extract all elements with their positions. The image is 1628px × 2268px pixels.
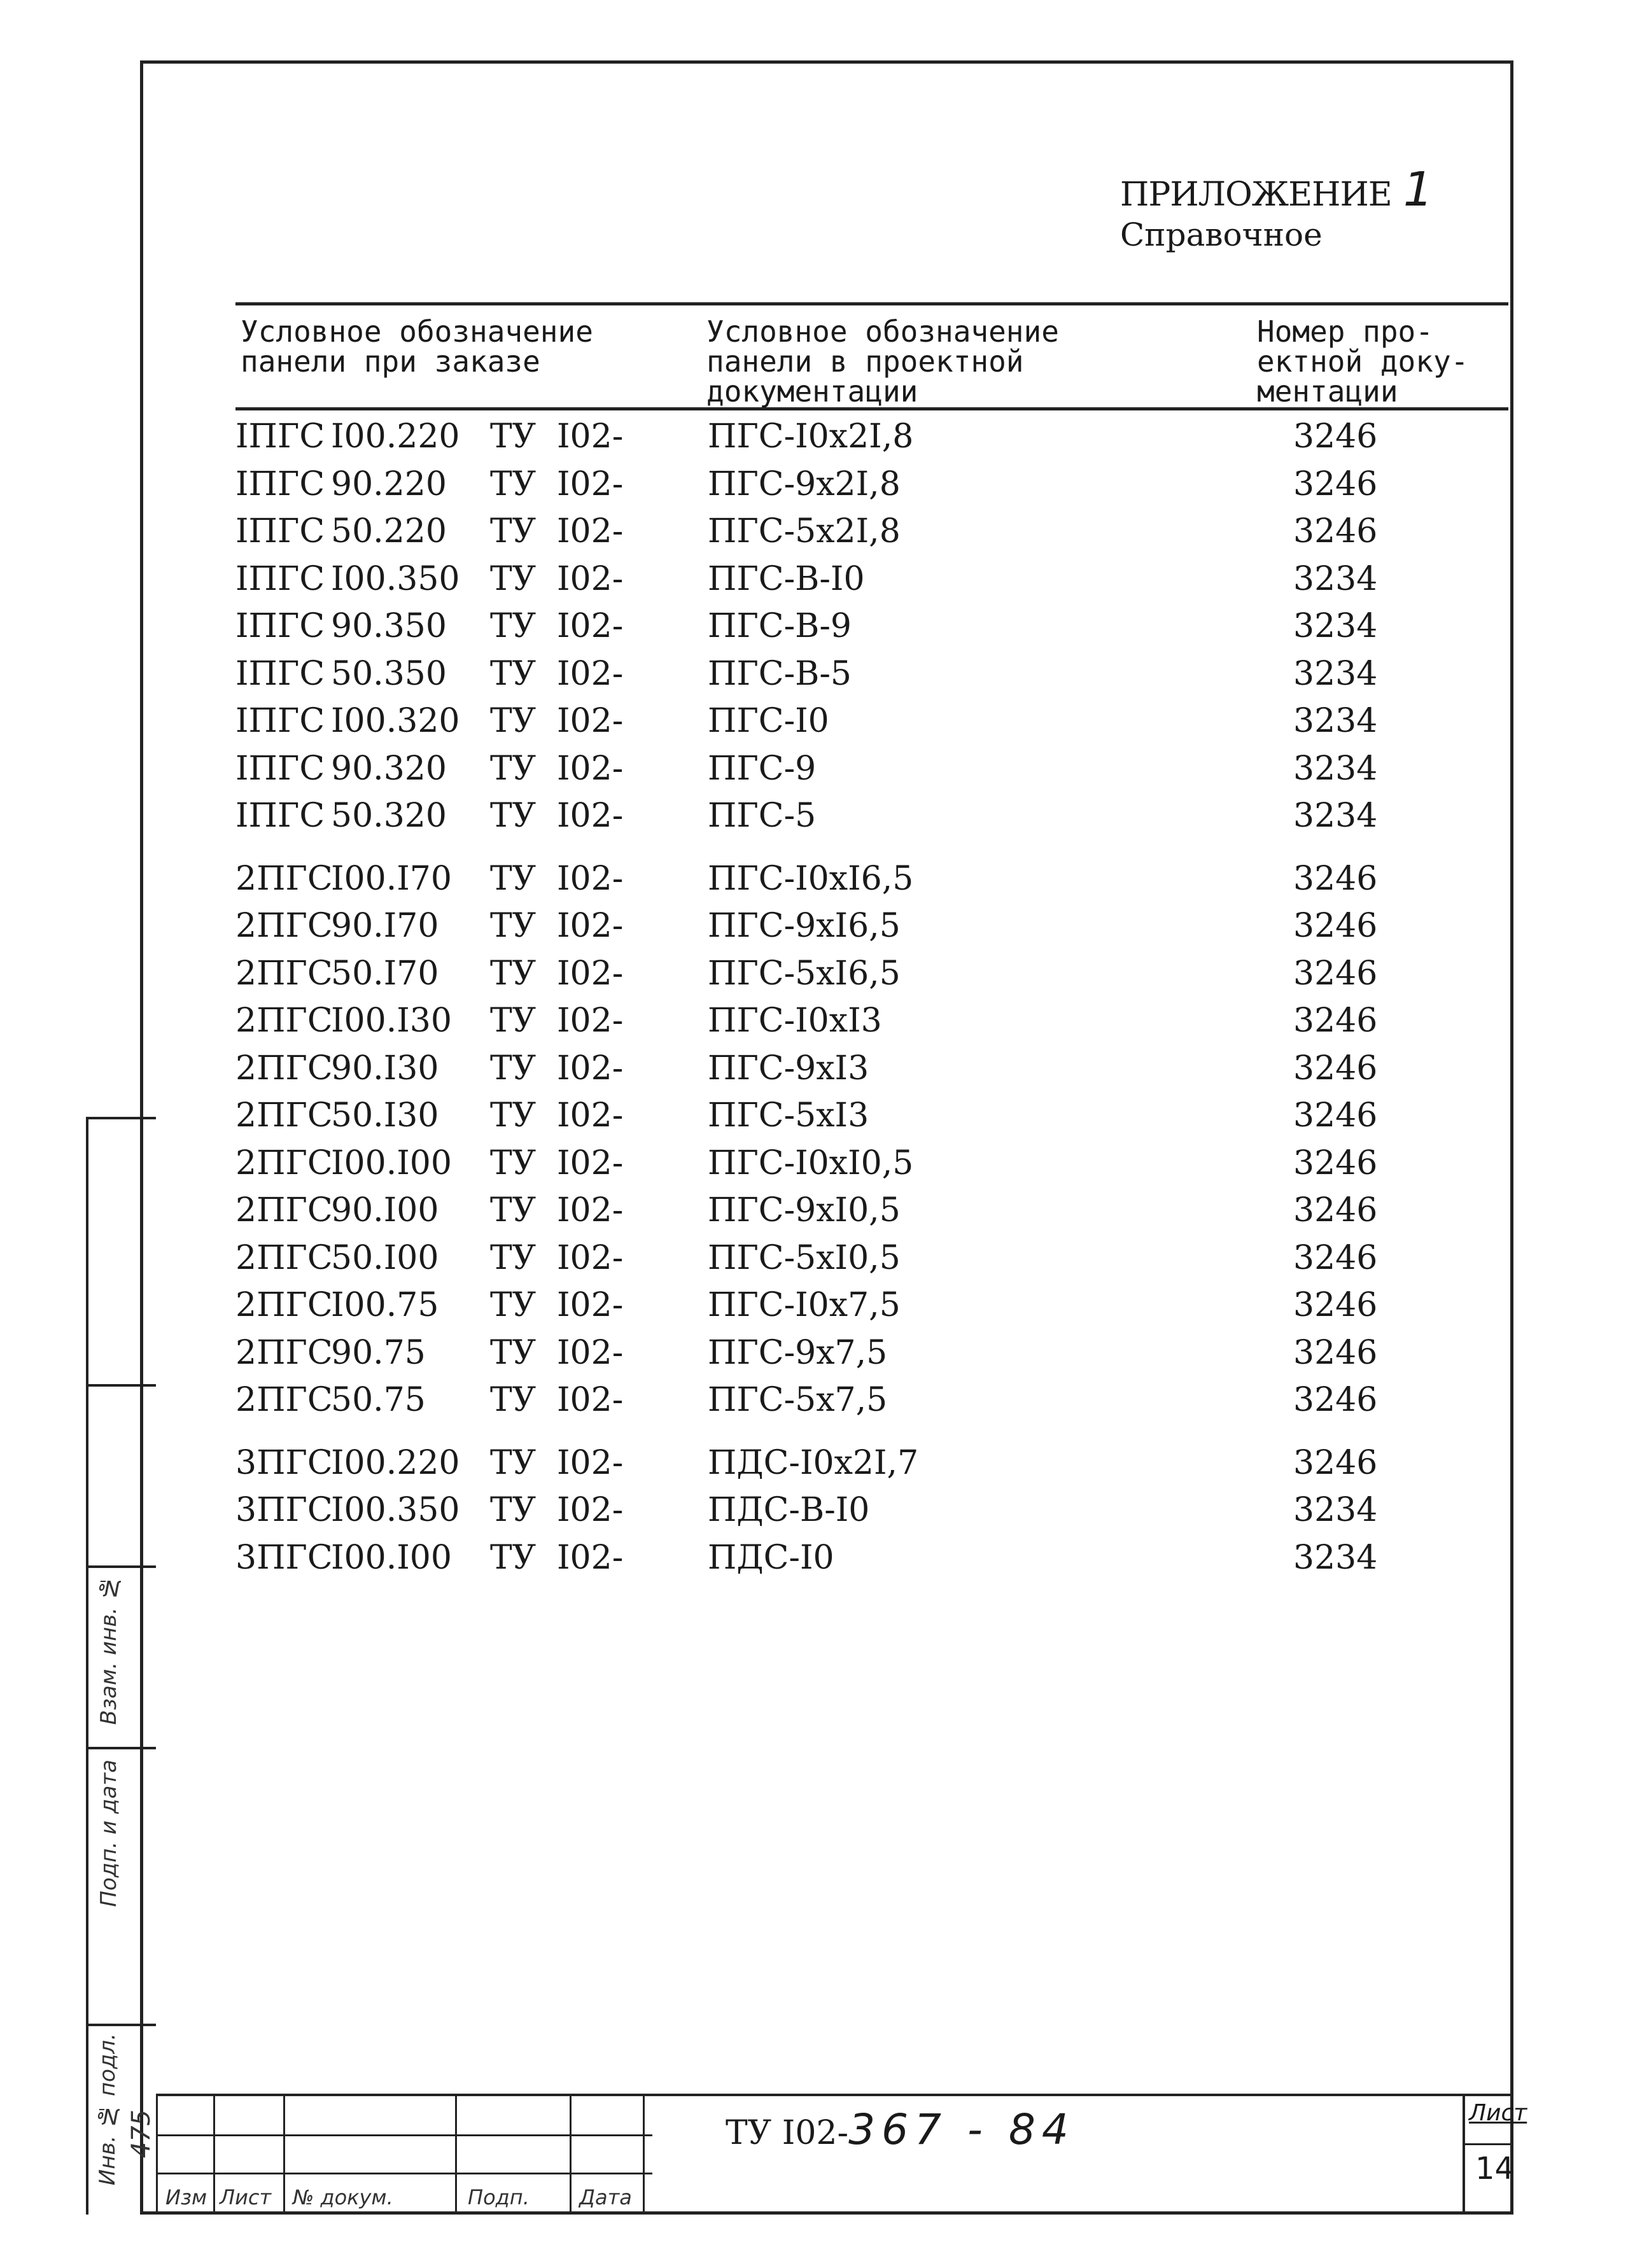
- cell-tu: ТУ: [490, 1491, 537, 1529]
- cell-tu: ТУ: [490, 512, 537, 550]
- cell-code: I02-: [557, 797, 624, 835]
- cell-size: I00.220: [331, 1443, 460, 1482]
- cell-tu: ТУ: [490, 654, 537, 693]
- cell-tu: ТУ: [490, 749, 537, 788]
- cell-code: I02-: [557, 1491, 624, 1529]
- cell-project-designation: ПГС-I0x7,5: [708, 1286, 901, 1324]
- table-row: [235, 1487, 1445, 1533]
- table-row: [235, 1377, 1445, 1423]
- strip-divider: [88, 1747, 156, 1749]
- cell-document-number: 3246: [1293, 465, 1378, 503]
- header-document-number: Номер про- ектной доку- ментации: [1257, 314, 1469, 409]
- cell-document-number: 3246: [1293, 907, 1378, 945]
- cell-document-number: 3246: [1293, 1096, 1378, 1135]
- cell-tu: ТУ: [490, 417, 537, 456]
- cell-size: I00.I00: [331, 1144, 452, 1182]
- cell-project-designation: ПДС-I0x2I,7: [708, 1443, 919, 1482]
- cell-tu: ТУ: [490, 859, 537, 898]
- table-row: [235, 793, 1445, 839]
- strip-divider: [88, 1565, 156, 1568]
- cell-panel-type: 2ПГС: [235, 1002, 333, 1040]
- cell-document-number: 3246: [1293, 954, 1378, 993]
- cell-panel-type: 3ПГС: [235, 1491, 333, 1529]
- cell-document-number: 3246: [1293, 512, 1378, 550]
- cell-project-designation: ПГС-В-9: [708, 607, 852, 645]
- cell-document-number: 3234: [1293, 1538, 1378, 1577]
- cell-project-designation: ПГС-I0xI0,5: [708, 1144, 914, 1182]
- cell-size: 90.I00: [331, 1191, 439, 1229]
- cell-tu: ТУ: [490, 1538, 537, 1577]
- cell-panel-type: 2ПГС: [235, 1238, 333, 1277]
- cell-document-number: 3234: [1293, 749, 1378, 788]
- cell-project-designation: ПГС-5: [708, 797, 817, 835]
- table-row: [235, 856, 1445, 902]
- cell-panel-type: IПГС: [235, 749, 325, 788]
- cell-size: 50.I70: [331, 954, 439, 993]
- cell-project-designation: ПГС-9xI0,5: [708, 1191, 901, 1229]
- appendix-subtitle: Справочное: [1120, 216, 1323, 253]
- cell-panel-type: 2ПГС: [235, 859, 333, 898]
- cell-size: I00.I70: [331, 859, 452, 898]
- cell-size: I00.220: [331, 417, 460, 456]
- grid-line: [643, 2096, 645, 2215]
- table-row: [235, 998, 1445, 1044]
- cell-code: I02-: [557, 1381, 624, 1419]
- cell-project-designation: ПГС-9xI3: [708, 1049, 869, 1088]
- cell-tu: ТУ: [490, 702, 537, 740]
- strip-number: 475: [127, 2110, 156, 2159]
- sheet-divider: [1463, 2143, 1513, 2145]
- cell-code: I02-: [557, 1191, 624, 1229]
- cell-code: I02-: [557, 1538, 624, 1577]
- cell-project-designation: ПГС-В-5: [708, 654, 852, 693]
- cell-project-designation: ПГС-5xI0,5: [708, 1238, 901, 1277]
- cell-size: 90.I30: [331, 1049, 439, 1088]
- grid-line: [455, 2096, 457, 2215]
- header-project-designation: Условное обозначение панели в проектной документации: [706, 314, 1059, 409]
- cell-tu: ТУ: [490, 1049, 537, 1088]
- cell-tu: ТУ: [490, 1238, 537, 1277]
- table-row: [235, 698, 1445, 744]
- cell-code: I02-: [557, 1096, 624, 1135]
- cell-panel-type: 2ПГС: [235, 1191, 333, 1229]
- cell-document-number: 3234: [1293, 1491, 1378, 1529]
- cell-tu: ТУ: [490, 1286, 537, 1324]
- left-stamp-strip: [86, 1117, 156, 2215]
- table-row: [235, 1046, 1445, 1091]
- header-order-designation: Условное обозначение панели при заказе: [241, 314, 593, 379]
- cell-document-number: 3246: [1293, 1002, 1378, 1040]
- cell-document-number: 3246: [1293, 1238, 1378, 1277]
- cell-panel-type: 2ПГС: [235, 907, 333, 945]
- cell-document-number: 3246: [1293, 1443, 1378, 1482]
- appendix-number: 1: [1403, 162, 1433, 217]
- cell-size: 50.75: [331, 1381, 426, 1419]
- sheet-label: Лист: [1469, 2100, 1527, 2126]
- cell-size: 90.320: [331, 749, 447, 788]
- cell-document-number: 3246: [1293, 1049, 1378, 1088]
- cell-project-designation: ПДС-В-I0: [708, 1491, 870, 1529]
- cell-code: I02-: [557, 1002, 624, 1040]
- cell-document-number: 3246: [1293, 1381, 1378, 1419]
- cell-panel-type: IПГС: [235, 465, 325, 503]
- table-row: [235, 1282, 1445, 1328]
- table-row: [235, 414, 1445, 459]
- label-change: Изм: [165, 2185, 207, 2209]
- cell-size: I00.320: [331, 702, 460, 740]
- cell-document-number: 3234: [1293, 654, 1378, 693]
- cell-project-designation: ПГС-5x2I,8: [708, 512, 901, 550]
- cell-panel-type: IПГС: [235, 607, 325, 645]
- table-row: [235, 903, 1445, 949]
- table-row: [235, 461, 1445, 507]
- table-row: [235, 1140, 1445, 1186]
- cell-tu: ТУ: [490, 465, 537, 503]
- cell-code: I02-: [557, 1144, 624, 1182]
- table-row: [235, 1187, 1445, 1233]
- table-row: [235, 1235, 1445, 1281]
- table-row: [235, 651, 1445, 697]
- cell-panel-type: 2ПГС: [235, 1049, 333, 1088]
- cell-size: I00.350: [331, 559, 460, 598]
- table-header: [235, 302, 1508, 410]
- cell-tu: ТУ: [490, 1443, 537, 1482]
- title-block-grid: [156, 2096, 652, 2215]
- cell-size: 90.220: [331, 465, 447, 503]
- cell-code: I02-: [557, 749, 624, 788]
- cell-size: 90.75: [331, 1333, 426, 1372]
- cell-document-number: 3234: [1293, 702, 1378, 740]
- cell-panel-type: IПГС: [235, 559, 325, 598]
- grid-line: [156, 2134, 652, 2136]
- strip-text-replace: Взам. инв. №: [96, 1575, 122, 1725]
- label-signature: Подп.: [468, 2185, 530, 2209]
- cell-tu: ТУ: [490, 954, 537, 993]
- cell-panel-type: 2ПГС: [235, 1144, 333, 1182]
- cell-project-designation: ПГС-9xI6,5: [708, 907, 901, 945]
- appendix-title: [1120, 162, 1433, 217]
- cell-code: I02-: [557, 654, 624, 693]
- cell-project-designation: ПГС-5x7,5: [708, 1381, 888, 1419]
- cell-project-designation: ПГС-I0: [708, 702, 829, 740]
- grid-line: [283, 2096, 285, 2215]
- table-row: [235, 746, 1445, 792]
- cell-code: I02-: [557, 465, 624, 503]
- cell-project-designation: ПГС-В-I0: [708, 559, 865, 598]
- cell-code: I02-: [557, 859, 624, 898]
- cell-tu: ТУ: [490, 797, 537, 835]
- cell-code: I02-: [557, 702, 624, 740]
- strip-divider: [88, 2024, 156, 2026]
- cell-panel-type: 2ПГС: [235, 1286, 333, 1324]
- cell-code: I02-: [557, 512, 624, 550]
- cell-project-designation: ПГС-I0x2I,8: [708, 417, 914, 456]
- cell-size: 50.I00: [331, 1238, 439, 1277]
- cell-panel-type: IПГС: [235, 417, 325, 456]
- grid-line: [156, 2173, 652, 2174]
- cell-panel-type: IПГС: [235, 702, 325, 740]
- cell-tu: ТУ: [490, 607, 537, 645]
- cell-tu: ТУ: [490, 1381, 537, 1419]
- cell-code: I02-: [557, 1333, 624, 1372]
- cell-size: 90.I70: [331, 907, 439, 945]
- cell-project-designation: ПГС-9x7,5: [708, 1333, 888, 1372]
- grid-line: [570, 2096, 572, 2215]
- label-date: Дата: [579, 2185, 632, 2209]
- table-row: [235, 1330, 1445, 1376]
- cell-document-number: 3234: [1293, 607, 1378, 645]
- cell-panel-type: 2ПГС: [235, 954, 333, 993]
- cell-panel-type: 2ПГС: [235, 1333, 333, 1372]
- label-sheet: Лист: [220, 2185, 272, 2209]
- cell-panel-type: 2ПГС: [235, 1096, 333, 1135]
- label-doc-number: № докум.: [293, 2185, 393, 2209]
- cell-panel-type: IПГС: [235, 797, 325, 835]
- cell-tu: ТУ: [490, 1002, 537, 1040]
- document-code: [726, 2105, 1075, 2154]
- cell-project-designation: ПДС-I0: [708, 1538, 834, 1577]
- cell-project-designation: ПГС-I0xI3: [708, 1002, 882, 1040]
- appendix-label: ПРИЛОЖЕНИЕ: [1120, 176, 1392, 214]
- cell-tu: ТУ: [490, 1333, 537, 1372]
- cell-code: I02-: [557, 1286, 624, 1324]
- cell-size: 50.220: [331, 512, 447, 550]
- cell-document-number: 3246: [1293, 1286, 1378, 1324]
- cell-project-designation: ПГС-5xI6,5: [708, 954, 901, 993]
- cell-code: I02-: [557, 954, 624, 993]
- sheet-number: 14: [1475, 2151, 1515, 2187]
- table-row: [235, 1093, 1445, 1138]
- cell-tu: ТУ: [490, 1191, 537, 1229]
- table-row: [235, 508, 1445, 554]
- cell-code: I02-: [557, 1443, 624, 1482]
- cell-code: I02-: [557, 559, 624, 598]
- strip-divider: [88, 1384, 156, 1387]
- table-row: [235, 556, 1445, 602]
- cell-document-number: 3246: [1293, 1191, 1378, 1229]
- cell-panel-type: 3ПГС: [235, 1443, 333, 1482]
- cell-document-number: 3246: [1293, 859, 1378, 898]
- cell-size: I00.I30: [331, 1002, 452, 1040]
- cell-size: 50.350: [331, 654, 447, 693]
- cell-document-number: 3234: [1293, 797, 1378, 835]
- table-row: [235, 951, 1445, 997]
- cell-panel-type: 2ПГС: [235, 1381, 333, 1419]
- cell-size: 50.I30: [331, 1096, 439, 1135]
- cell-tu: ТУ: [490, 1096, 537, 1135]
- strip-divider: [88, 1117, 156, 1119]
- grid-line: [156, 2096, 158, 2215]
- cell-project-designation: ПГС-9x2I,8: [708, 465, 901, 503]
- cell-tu: ТУ: [490, 1144, 537, 1182]
- document-code-prefix: ТУ I02-: [726, 2114, 849, 2152]
- document-code-handwritten: 367 - 84: [848, 2105, 1075, 2154]
- table-row: [235, 1440, 1445, 1486]
- cell-document-number: 3246: [1293, 1144, 1378, 1182]
- cell-document-number: 3234: [1293, 559, 1378, 598]
- cell-panel-type: IПГС: [235, 512, 325, 550]
- cell-project-designation: ПГС-9: [708, 749, 817, 788]
- cell-tu: ТУ: [490, 559, 537, 598]
- cell-tu: ТУ: [490, 907, 537, 945]
- table-row: [235, 1535, 1445, 1581]
- cell-panel-type: IПГС: [235, 654, 325, 693]
- cell-code: I02-: [557, 1238, 624, 1277]
- cell-size: I00.I00: [331, 1538, 452, 1577]
- cell-size: I00.350: [331, 1491, 460, 1529]
- cell-project-designation: ПГС-5xI3: [708, 1096, 869, 1135]
- strip-text-sign: Подп. и дата: [96, 1760, 122, 1907]
- cell-document-number: 3246: [1293, 1333, 1378, 1372]
- cell-size: I00.75: [331, 1286, 439, 1324]
- cell-panel-type: 3ПГС: [235, 1538, 333, 1577]
- strip-text-inv: Инв. № подл.: [95, 2033, 120, 2186]
- cell-project-designation: ПГС-I0xI6,5: [708, 859, 914, 898]
- cell-document-number: 3246: [1293, 417, 1378, 456]
- cell-size: 90.350: [331, 607, 447, 645]
- cell-code: I02-: [557, 607, 624, 645]
- table-row: [235, 603, 1445, 649]
- cell-code: I02-: [557, 907, 624, 945]
- cell-code: I02-: [557, 417, 624, 456]
- grid-line: [213, 2096, 215, 2215]
- cell-code: I02-: [557, 1049, 624, 1088]
- cell-size: 50.320: [331, 797, 447, 835]
